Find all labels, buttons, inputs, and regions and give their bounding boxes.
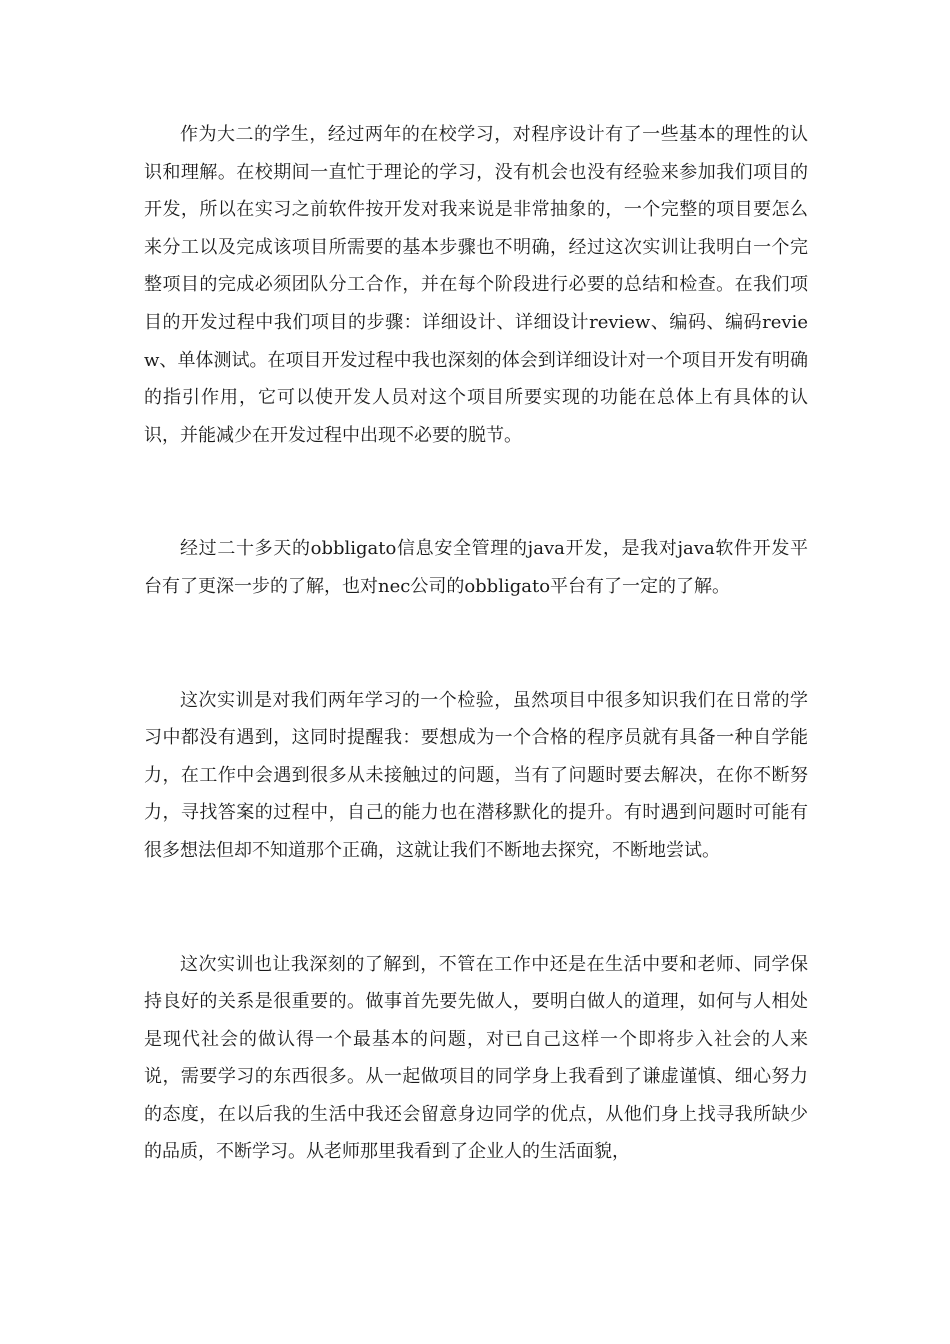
paragraph-1: 作为大二的学生，经过两年的在校学习，对程序设计有了一些基本的理性的认识和理解。在校期间一直忙于理论的学习，没有机会也没有经验来参加我们项目的开发，所以在实习之前软件按开发对我来说是非常抽象的，一个完整的项目要怎么来分工以及完成该项目所需要的基本步骤也不明确，经过这次实训让我明白一个完整项目的完成必须团队分工合作，并在每个阶段进行必要的总结和检查。在我们项目的开发过程中我们项目的步骤：详细设计、详细设计review、编码、编码review、单体测试。在项目开发过程中我也深刻的体会到详细设计对一个项目开发有明确的指引作用，它可以使开发人员对这个项目所要实现的功能在总体上有具体的认识，并能减少在开发过程中出现不必要的脱节。 xyxy=(144,124,808,446)
paragraph-3: 这次实训是对我们两年学习的一个检验，虽然项目中很多知识我们在日常的学习中都没有遇到，这同时提醒我：要想成为一个合格的程序员就有具备一种自学能力，在工作中会遇到很多从未接触过的问题，当有了问题时要去解决，在你不断努力，寻找答案的过程中，自己的能力也在潜移默化的提升。有时遇到问题时可能有很多想法但却不知道那个正确，这就让我们不断地去探究，不断地尝试。 xyxy=(144,689,808,861)
paragraph-spacer xyxy=(144,870,808,946)
paragraph-spacer xyxy=(144,606,808,682)
paragraph-4: 这次实训也让我深刻的了解到，不管在工作中还是在生活中要和老师、同学保持良好的关系是很重要的。做事首先要先做人，要明白做人的道理，如何与人相处是现代社会的做认得一个最基本的问题，对已自己这样一个即将步入社会的人来说，需要学习的东西很多。从一起做项目的同学身上我看到了谦虚谨慎、细心努力的态度，在以后我的生活中我还会留意身边同学的优点，从他们身上找寻我所缺少的品质，不断学习。从老师那里我看到了企业人的生活面貌， xyxy=(144,953,808,1163)
document-body xyxy=(144,116,808,1171)
paragraph-spacer xyxy=(144,454,808,530)
paragraph-2: 经过二十多天的obbligato信息安全管理的java开发，是我对java软件开发平台有了更深一步的了解，也对nec公司的obbligato平台有了一定的了解。 xyxy=(144,538,808,597)
